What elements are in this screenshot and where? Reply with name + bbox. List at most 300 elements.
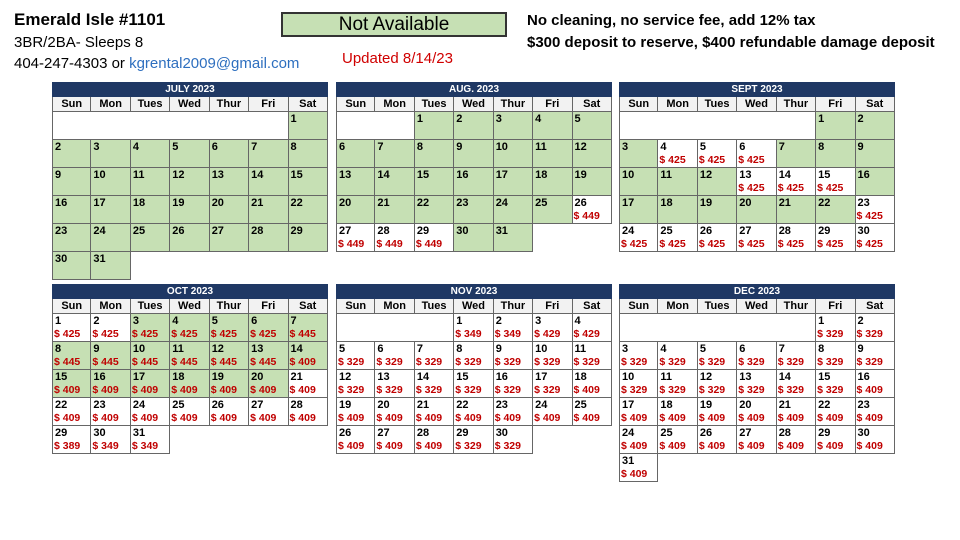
day-cell[interactable] bbox=[658, 342, 697, 370]
day-cell[interactable] bbox=[856, 224, 895, 252]
day-price: $ 329 bbox=[376, 356, 403, 368]
day-price: $ 409 bbox=[415, 412, 443, 424]
day-cell[interactable] bbox=[658, 140, 697, 168]
day-cell[interactable] bbox=[658, 398, 697, 426]
day-cell[interactable] bbox=[336, 140, 375, 168]
day-number: 6 bbox=[739, 343, 746, 355]
month-calendar-aug bbox=[336, 82, 612, 252]
weekday-header: Thur bbox=[777, 299, 816, 314]
day-number: 22 bbox=[818, 399, 831, 411]
day-cell[interactable] bbox=[698, 168, 737, 196]
day-cell[interactable] bbox=[856, 370, 895, 398]
day-cell[interactable] bbox=[415, 426, 454, 454]
day-cell[interactable] bbox=[737, 426, 776, 454]
day-number: 24 bbox=[93, 225, 106, 237]
day-cell[interactable] bbox=[210, 224, 249, 252]
day-cell[interactable] bbox=[658, 168, 697, 196]
day-number: 20 bbox=[251, 371, 264, 383]
day-cell[interactable] bbox=[91, 224, 130, 252]
day-price: $ 409 bbox=[92, 384, 119, 396]
day-cell[interactable] bbox=[91, 168, 130, 196]
day-cell[interactable] bbox=[415, 370, 454, 398]
day-cell[interactable] bbox=[737, 342, 776, 370]
day-cell[interactable] bbox=[494, 342, 533, 370]
day-cell[interactable] bbox=[619, 454, 658, 482]
day-price: $ 329 bbox=[659, 384, 686, 396]
day-cell[interactable] bbox=[737, 370, 776, 398]
day-cell[interactable] bbox=[777, 168, 816, 196]
day-cell[interactable] bbox=[856, 112, 895, 140]
day-cell[interactable] bbox=[816, 314, 855, 342]
day-number: 17 bbox=[132, 371, 146, 383]
day-number: 2 bbox=[495, 315, 502, 327]
day-cell[interactable] bbox=[777, 224, 816, 252]
day-cell[interactable] bbox=[91, 426, 130, 454]
empty-cell bbox=[619, 314, 658, 342]
weekday-header: Sat bbox=[573, 97, 612, 112]
day-number: 31 bbox=[495, 225, 508, 237]
day-number: 26 bbox=[574, 197, 587, 209]
day-cell[interactable] bbox=[856, 398, 895, 426]
day-cell[interactable] bbox=[131, 168, 170, 196]
day-cell[interactable] bbox=[289, 342, 328, 370]
day-cell[interactable] bbox=[52, 314, 91, 342]
day-cell[interactable] bbox=[249, 224, 288, 252]
day-cell[interactable] bbox=[289, 168, 328, 196]
day-cell[interactable] bbox=[415, 398, 454, 426]
day-number: 16 bbox=[55, 197, 68, 209]
day-number: 8 bbox=[456, 343, 463, 355]
day-number: 12 bbox=[699, 371, 713, 383]
month-grid bbox=[619, 97, 895, 252]
day-cell[interactable] bbox=[375, 196, 414, 224]
day-cell[interactable] bbox=[658, 224, 697, 252]
day-price: $ 409 bbox=[621, 468, 648, 480]
day-cell[interactable] bbox=[816, 112, 855, 140]
day-cell[interactable] bbox=[454, 370, 493, 398]
day-price: $ 409 bbox=[698, 412, 726, 424]
day-cell[interactable] bbox=[494, 370, 533, 398]
day-number: 17 bbox=[622, 399, 635, 411]
day-price: $ 409 bbox=[856, 384, 883, 396]
day-cell[interactable] bbox=[415, 196, 454, 224]
day-number: 1 bbox=[290, 113, 297, 125]
day-cell[interactable] bbox=[415, 224, 454, 252]
day-price: $ 429 bbox=[573, 328, 600, 340]
day-cell[interactable] bbox=[131, 370, 170, 398]
day-price: $ 409 bbox=[621, 412, 648, 424]
day-price: $ 329 bbox=[455, 440, 482, 452]
day-cell[interactable] bbox=[210, 168, 249, 196]
weekday-header: Tues bbox=[131, 97, 170, 112]
day-price: $ 409 bbox=[289, 412, 316, 424]
day-cell[interactable] bbox=[131, 398, 170, 426]
day-cell[interactable] bbox=[170, 314, 209, 342]
day-number: 24 bbox=[622, 427, 635, 439]
day-cell[interactable] bbox=[494, 224, 533, 252]
day-cell[interactable] bbox=[249, 342, 288, 370]
email-link[interactable]: kgrental2009@gmail.com bbox=[129, 55, 300, 72]
day-cell[interactable] bbox=[573, 398, 612, 426]
day-number: 12 bbox=[699, 169, 713, 181]
day-cell[interactable] bbox=[573, 314, 612, 342]
day-number: 27 bbox=[739, 427, 752, 439]
day-cell[interactable] bbox=[170, 196, 209, 224]
day-price: $ 425 bbox=[171, 328, 198, 340]
weekday-header: Sat bbox=[289, 299, 328, 314]
day-cell[interactable] bbox=[336, 426, 375, 454]
day-cell[interactable] bbox=[856, 196, 895, 224]
day-price: $ 329 bbox=[415, 384, 443, 396]
day-price: $ 425 bbox=[659, 238, 686, 250]
property-subtitle: 3BR/2BA- Sleeps 8 bbox=[14, 34, 144, 51]
weekday-header: Mon bbox=[658, 97, 697, 112]
day-cell[interactable] bbox=[658, 370, 697, 398]
day-number: 21 bbox=[251, 197, 264, 209]
day-cell[interactable] bbox=[816, 370, 855, 398]
day-cell[interactable] bbox=[737, 168, 776, 196]
day-price: $ 445 bbox=[54, 356, 81, 368]
day-cell[interactable] bbox=[170, 370, 209, 398]
day-cell[interactable] bbox=[336, 370, 375, 398]
day-number: 18 bbox=[660, 399, 673, 411]
day-cell[interactable] bbox=[698, 342, 737, 370]
day-cell[interactable] bbox=[816, 426, 855, 454]
day-cell[interactable] bbox=[777, 370, 816, 398]
day-cell[interactable] bbox=[658, 426, 697, 454]
day-price: $ 409 bbox=[131, 412, 159, 424]
day-cell[interactable] bbox=[619, 196, 658, 224]
weekday-header: Thur bbox=[210, 299, 249, 314]
day-cell[interactable] bbox=[91, 140, 130, 168]
day-cell[interactable] bbox=[816, 342, 855, 370]
day-cell[interactable] bbox=[249, 140, 288, 168]
day-cell[interactable] bbox=[533, 140, 572, 168]
day-cell[interactable] bbox=[533, 370, 572, 398]
day-cell[interactable] bbox=[698, 426, 737, 454]
day-cell[interactable] bbox=[210, 140, 249, 168]
day-cell[interactable] bbox=[454, 426, 493, 454]
day-cell[interactable] bbox=[91, 252, 130, 280]
day-cell[interactable] bbox=[777, 140, 816, 168]
day-cell[interactable] bbox=[336, 398, 375, 426]
day-cell[interactable] bbox=[52, 370, 91, 398]
day-cell[interactable] bbox=[91, 370, 130, 398]
day-number: 21 bbox=[416, 399, 430, 411]
empty-cell bbox=[336, 314, 375, 342]
day-number: 29 bbox=[290, 225, 303, 237]
weekday-header: Mon bbox=[375, 299, 414, 314]
day-cell[interactable] bbox=[249, 370, 288, 398]
day-cell[interactable] bbox=[573, 196, 612, 224]
day-number: 16 bbox=[857, 169, 870, 181]
day-number: 9 bbox=[857, 141, 864, 153]
day-price: $ 409 bbox=[210, 412, 237, 424]
day-price: $ 425 bbox=[738, 154, 765, 166]
day-cell[interactable] bbox=[336, 224, 375, 252]
day-cell[interactable] bbox=[533, 112, 572, 140]
day-cell[interactable] bbox=[454, 342, 493, 370]
empty-cell bbox=[131, 112, 170, 140]
day-cell[interactable] bbox=[415, 112, 454, 140]
day-cell[interactable] bbox=[289, 140, 328, 168]
weekday-header: Tues bbox=[415, 97, 454, 112]
day-cell[interactable] bbox=[737, 140, 776, 168]
day-cell[interactable] bbox=[131, 140, 170, 168]
day-number: 7 bbox=[778, 343, 785, 355]
day-cell[interactable] bbox=[52, 168, 91, 196]
day-cell[interactable] bbox=[698, 398, 737, 426]
day-cell[interactable] bbox=[131, 426, 170, 454]
day-price: $ 329 bbox=[777, 384, 804, 396]
day-cell[interactable] bbox=[573, 370, 612, 398]
day-number: 3 bbox=[622, 343, 629, 355]
day-cell[interactable] bbox=[375, 398, 414, 426]
day-price: $ 425 bbox=[659, 154, 686, 166]
day-cell[interactable] bbox=[52, 342, 91, 370]
day-price: $ 349 bbox=[131, 440, 159, 452]
day-number: 5 bbox=[699, 343, 706, 355]
day-number: 11 bbox=[660, 169, 673, 181]
day-price: $ 409 bbox=[131, 384, 159, 396]
day-cell[interactable] bbox=[619, 224, 658, 252]
day-cell[interactable] bbox=[816, 224, 855, 252]
day-cell[interactable] bbox=[494, 140, 533, 168]
day-price: $ 329 bbox=[415, 356, 443, 368]
weekday-header: Thur bbox=[494, 299, 533, 314]
weekday-header: Tues bbox=[698, 97, 737, 112]
day-cell[interactable] bbox=[494, 112, 533, 140]
day-cell[interactable] bbox=[494, 196, 533, 224]
day-number: 30 bbox=[93, 427, 106, 439]
day-cell[interactable] bbox=[415, 168, 454, 196]
day-cell[interactable] bbox=[777, 426, 816, 454]
day-cell[interactable] bbox=[52, 398, 91, 426]
day-cell[interactable] bbox=[816, 168, 855, 196]
day-cell[interactable] bbox=[454, 196, 493, 224]
day-cell[interactable] bbox=[494, 314, 533, 342]
day-cell[interactable] bbox=[289, 398, 328, 426]
day-number: 6 bbox=[339, 141, 346, 153]
day-cell[interactable] bbox=[249, 168, 288, 196]
day-number: 11 bbox=[574, 343, 587, 355]
day-number: 26 bbox=[699, 427, 713, 439]
day-number: 23 bbox=[456, 197, 469, 209]
day-cell[interactable] bbox=[170, 342, 209, 370]
day-cell[interactable] bbox=[375, 370, 414, 398]
day-number: 19 bbox=[699, 399, 713, 411]
fee-note: No cleaning, no service fee, add 12% tax bbox=[527, 12, 816, 29]
month-title: OCT 2023 bbox=[52, 284, 328, 299]
day-cell[interactable] bbox=[91, 196, 130, 224]
day-cell[interactable] bbox=[698, 370, 737, 398]
day-cell[interactable] bbox=[170, 168, 209, 196]
day-cell[interactable] bbox=[336, 342, 375, 370]
day-cell[interactable] bbox=[210, 370, 249, 398]
day-cell[interactable] bbox=[375, 168, 414, 196]
day-number: 18 bbox=[172, 371, 185, 383]
day-cell[interactable] bbox=[737, 398, 776, 426]
day-number: 19 bbox=[172, 197, 185, 209]
day-cell[interactable] bbox=[619, 342, 658, 370]
day-cell[interactable] bbox=[619, 426, 658, 454]
day-cell[interactable] bbox=[454, 224, 493, 252]
day-price: $ 425 bbox=[738, 238, 765, 250]
day-cell[interactable] bbox=[573, 112, 612, 140]
day-number: 9 bbox=[55, 169, 62, 181]
month-calendar-july bbox=[52, 82, 328, 280]
day-cell[interactable] bbox=[170, 224, 209, 252]
day-cell[interactable] bbox=[816, 140, 855, 168]
day-cell[interactable] bbox=[494, 398, 533, 426]
day-cell[interactable] bbox=[533, 196, 572, 224]
day-cell[interactable] bbox=[375, 224, 414, 252]
day-number: 14 bbox=[416, 371, 430, 383]
day-price: $ 445 bbox=[289, 328, 316, 340]
month-grid bbox=[619, 299, 895, 482]
day-number: 21 bbox=[377, 197, 390, 209]
day-number: 7 bbox=[778, 141, 785, 153]
day-cell[interactable] bbox=[375, 342, 414, 370]
day-cell[interactable] bbox=[454, 112, 493, 140]
day-cell[interactable] bbox=[698, 140, 737, 168]
day-number: 1 bbox=[416, 113, 423, 125]
day-cell[interactable] bbox=[658, 196, 697, 224]
day-price: $ 329 bbox=[376, 384, 403, 396]
day-number: 13 bbox=[211, 169, 224, 181]
day-cell[interactable] bbox=[777, 196, 816, 224]
day-number: 28 bbox=[251, 225, 264, 237]
day-cell[interactable] bbox=[856, 168, 895, 196]
day-price: $ 409 bbox=[856, 440, 883, 452]
day-cell[interactable] bbox=[816, 196, 855, 224]
day-cell[interactable] bbox=[816, 398, 855, 426]
day-cell[interactable] bbox=[573, 342, 612, 370]
day-cell[interactable] bbox=[619, 370, 658, 398]
updated-date: Updated 8/14/23 bbox=[342, 50, 453, 67]
day-cell[interactable] bbox=[91, 314, 130, 342]
day-price: $ 409 bbox=[659, 412, 686, 424]
day-cell[interactable] bbox=[249, 196, 288, 224]
day-cell[interactable] bbox=[454, 168, 493, 196]
day-number: 13 bbox=[251, 343, 264, 355]
day-cell[interactable] bbox=[737, 224, 776, 252]
day-cell[interactable] bbox=[494, 426, 533, 454]
day-number: 14 bbox=[251, 169, 264, 181]
day-cell[interactable] bbox=[52, 252, 91, 280]
day-cell[interactable] bbox=[533, 342, 572, 370]
day-cell[interactable] bbox=[619, 168, 658, 196]
day-cell[interactable] bbox=[336, 168, 375, 196]
day-cell[interactable] bbox=[91, 398, 130, 426]
day-cell[interactable] bbox=[289, 196, 328, 224]
day-cell[interactable] bbox=[170, 140, 209, 168]
day-cell[interactable] bbox=[210, 342, 249, 370]
day-number: 22 bbox=[290, 197, 303, 209]
day-cell[interactable] bbox=[375, 140, 414, 168]
day-price: $ 349 bbox=[92, 440, 119, 452]
day-cell[interactable] bbox=[698, 196, 737, 224]
day-cell[interactable] bbox=[573, 140, 612, 168]
day-number: 28 bbox=[290, 399, 303, 411]
day-cell[interactable] bbox=[856, 342, 895, 370]
day-number: 12 bbox=[211, 343, 224, 355]
day-cell[interactable] bbox=[131, 224, 170, 252]
day-cell[interactable] bbox=[415, 140, 454, 168]
day-cell[interactable] bbox=[415, 342, 454, 370]
day-price: $ 329 bbox=[621, 384, 648, 396]
day-cell[interactable] bbox=[249, 314, 288, 342]
day-number: 27 bbox=[211, 225, 224, 237]
weekday-header: Sun bbox=[52, 299, 91, 314]
day-cell[interactable] bbox=[454, 140, 493, 168]
day-number: 4 bbox=[574, 315, 581, 327]
day-cell[interactable] bbox=[131, 314, 170, 342]
day-number: 6 bbox=[251, 315, 258, 327]
day-cell[interactable] bbox=[52, 196, 91, 224]
day-price: $ 409 bbox=[289, 384, 316, 396]
day-cell[interactable] bbox=[533, 168, 572, 196]
day-cell[interactable] bbox=[336, 196, 375, 224]
day-cell[interactable] bbox=[494, 168, 533, 196]
day-cell[interactable] bbox=[777, 398, 816, 426]
day-cell[interactable] bbox=[289, 370, 328, 398]
day-number: 10 bbox=[622, 169, 635, 181]
day-cell[interactable] bbox=[210, 314, 249, 342]
day-cell[interactable] bbox=[619, 398, 658, 426]
day-cell[interactable] bbox=[289, 314, 328, 342]
day-number: 4 bbox=[660, 343, 667, 355]
day-cell[interactable] bbox=[289, 224, 328, 252]
day-price: $ 329 bbox=[621, 356, 648, 368]
day-number: 27 bbox=[377, 427, 390, 439]
day-cell[interactable] bbox=[52, 140, 91, 168]
day-cell[interactable] bbox=[91, 342, 130, 370]
day-price: $ 409 bbox=[210, 384, 237, 396]
weekday-header: Wed bbox=[737, 299, 776, 314]
day-number: 22 bbox=[456, 399, 469, 411]
day-cell[interactable] bbox=[131, 196, 170, 224]
day-cell[interactable] bbox=[52, 426, 91, 454]
day-cell[interactable] bbox=[856, 426, 895, 454]
day-cell[interactable] bbox=[375, 426, 414, 454]
day-cell[interactable] bbox=[573, 168, 612, 196]
day-cell[interactable] bbox=[856, 140, 895, 168]
day-cell[interactable] bbox=[454, 398, 493, 426]
day-number: 22 bbox=[416, 197, 430, 209]
day-cell[interactable] bbox=[210, 398, 249, 426]
weekday-header: Sat bbox=[289, 97, 328, 112]
day-cell[interactable] bbox=[52, 224, 91, 252]
day-cell[interactable] bbox=[210, 196, 249, 224]
day-cell[interactable] bbox=[170, 398, 209, 426]
day-cell[interactable] bbox=[289, 112, 328, 140]
day-cell[interactable] bbox=[131, 342, 170, 370]
day-cell[interactable] bbox=[777, 342, 816, 370]
day-cell[interactable] bbox=[737, 196, 776, 224]
empty-cell bbox=[658, 314, 697, 342]
day-cell[interactable] bbox=[533, 314, 572, 342]
day-cell[interactable] bbox=[454, 314, 493, 342]
day-cell[interactable] bbox=[698, 224, 737, 252]
day-number: 28 bbox=[778, 427, 791, 439]
day-cell[interactable] bbox=[856, 314, 895, 342]
day-cell[interactable] bbox=[249, 398, 288, 426]
day-cell[interactable] bbox=[619, 140, 658, 168]
day-number: 1 bbox=[818, 113, 825, 125]
day-cell[interactable] bbox=[533, 398, 572, 426]
weekday-header: Thur bbox=[777, 97, 816, 112]
